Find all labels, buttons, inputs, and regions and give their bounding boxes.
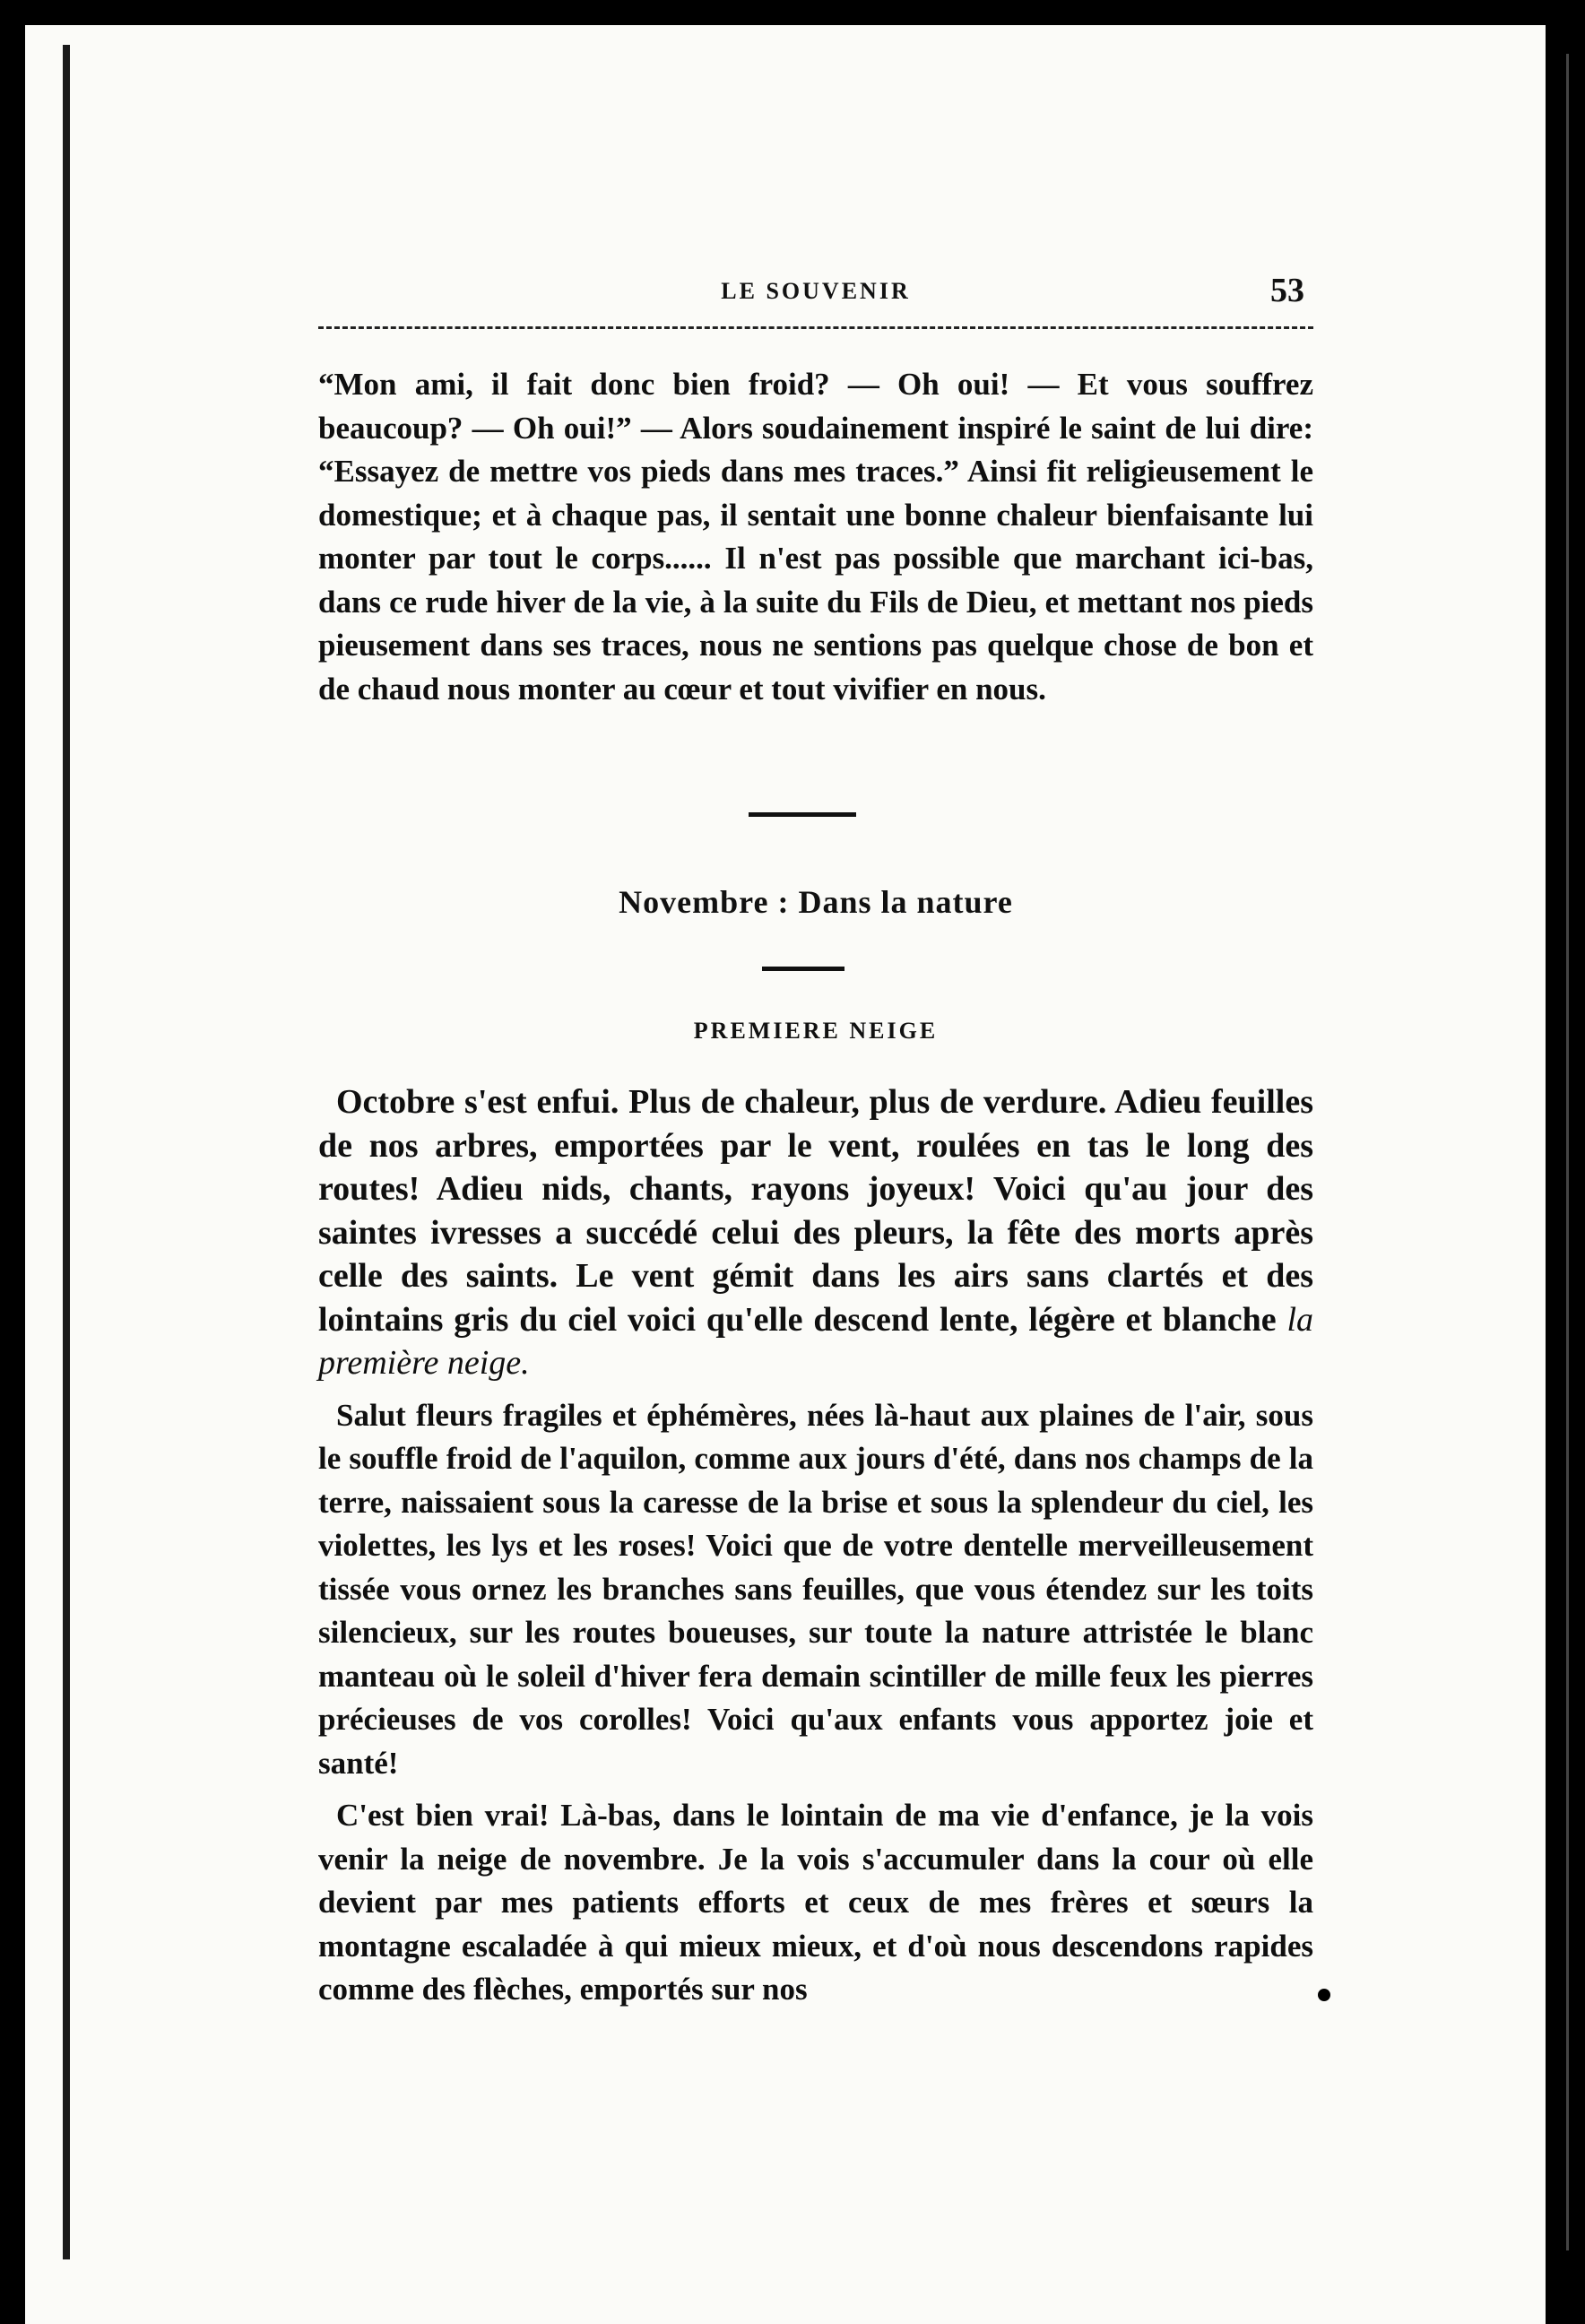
- body-paragraph-3: C'est bien vrai! Là-bas, dans le lointain de ma vie d'enfance, je la vois venir la neige de novembre. Je la vois s'accumuler dans la cour où elle devient par mes patients efforts et ceux de mes frères et sœurs la montagne escaladée à qui mieux mieux, et d'où nous descendons rapides comme des flèches, emportés sur nos: [318, 1798, 1313, 2007]
- header-rule: [318, 326, 1313, 329]
- section-separator-top: [749, 812, 856, 817]
- body-paragraph-1: [318, 1080, 1313, 1385]
- left-page-edge: [63, 45, 70, 2259]
- right-page-edge: [1566, 54, 1569, 2250]
- article-body: [318, 1080, 1313, 2021]
- running-title: LE SOUVENIR: [721, 278, 911, 304]
- ink-speck: [1318, 1989, 1330, 2001]
- section-separator-bottom: [762, 967, 844, 971]
- body-paragraph-1-italic: la première neige.: [318, 1300, 1314, 1382]
- section-title: Novembre : Dans la nature: [619, 884, 1013, 920]
- body-paragraph-2: Salut fleurs fragiles et éphémères, nées là-haut aux plaines de l'air, sous le souffle froid de l'aquilon, comme aux jours d'été, dans nos champs de la terre, naissaient sous la caresse de la brise et sous la splendeur du ciel, les violettes, les lys et les roses! Voici que de votre dentelle merveilleusement tissée vous ornez les branches sans feuilles, que vous étendez sur les toits silencieux, sur les routes boueuses, sur toute la nature attristée le blanc manteau où le soleil d'hiver fera demain scintiller de mille feux les pierres précieuses de vos corolles! Voici qu'aux enfants vous apportez joie et santé!: [318, 1397, 1313, 1781]
- section-subtitle: PREMIERE NEIGE: [693, 1018, 939, 1044]
- paragraph-continued: “Mon ami, il fait donc bien froid? — Oh oui! — Et vous souffrez beaucoup? — Oh oui!” — Alors soudainement inspiré le saint de lui dire: “Essayez de mettre vos pieds dans mes traces.” Ainsi fit religieusement le domestique; et à chaque pas, il sentait une bonne chaleur bienfaisante lui monter par tout le corps...... Il n'est pas possible que marchant ici-bas, dans ce rude hiver de la vie, à la suite du Fils de Dieu, et mettant nos pieds pieusement dans ses traces, nous ne sentions pas quelque chose de bon et de chaud nous monter au cœur et tout vivifier en nous.: [318, 367, 1313, 707]
- page-header: [318, 269, 1313, 323]
- body-paragraph-1-text: Octobre s'est enfui. Plus de chaleur, plus de verdure. Adieu feuilles de nos arbres, emportées par le vent, roulées en tas le long des routes! Adieu nids, chants, rayons joyeux! Voici qu'au jour des saintes ivresses a succédé celui des pleurs, la fête des morts après celle des saints. Le vent gémit dans les airs sans clartés et des lointains gris du ciel voici qu'elle descend lente, légère et blanche: [318, 1083, 1313, 1339]
- continued-paragraph-block: [318, 363, 1313, 711]
- page-number: 53: [1270, 272, 1304, 309]
